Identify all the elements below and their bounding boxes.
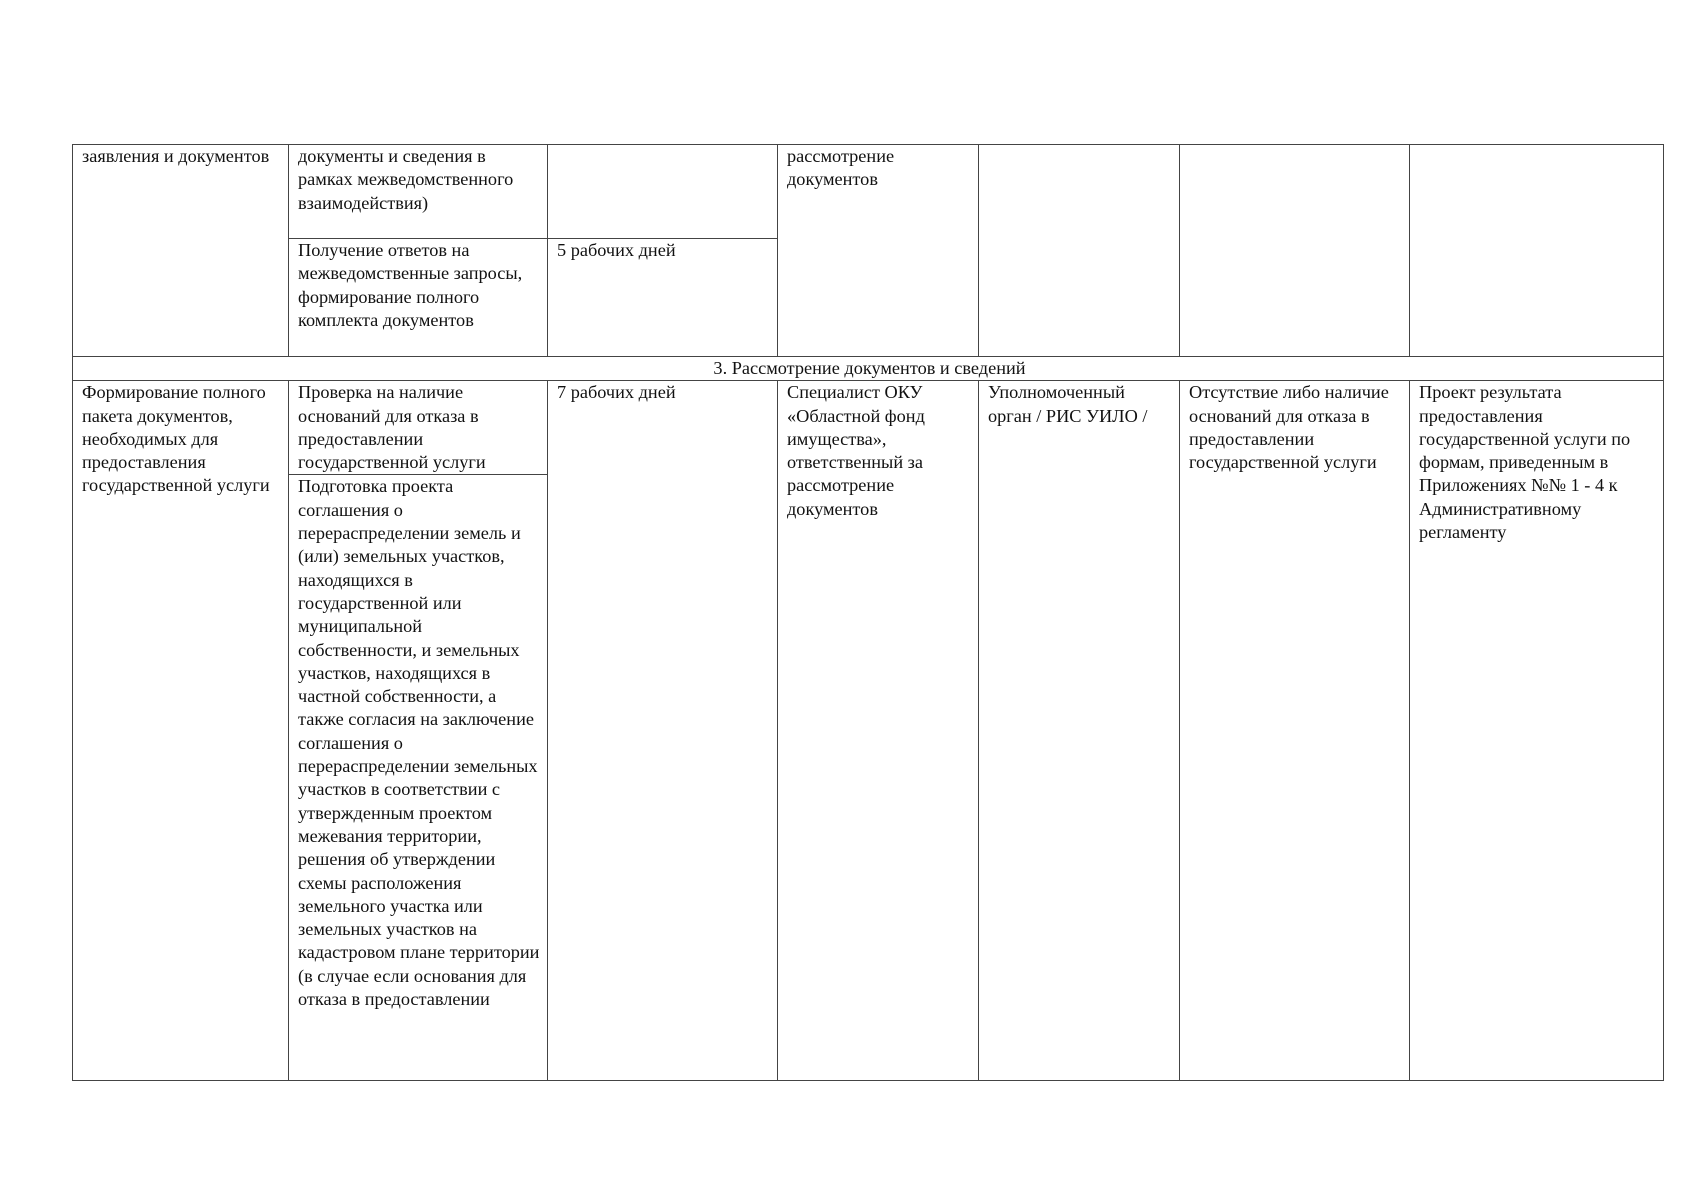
term-cell: 5 рабочих дней [548,239,778,357]
responsible-cell: Специалист ОКУ «Областной фонд имущества», ответственный за рассмотрение документов [778,381,979,1081]
table-row [73,145,1664,239]
action-cell: документы и сведения в рамках межведомственного взаимодействия) [289,145,548,239]
action-cell: Получение ответов на межведомственные запросы, формирование полного комплекта документов [289,239,548,357]
section-title: 3. Рассмотрение документов и сведений [73,357,1664,381]
responsible-cell: рассмотрение документов [778,145,979,357]
table-row [73,381,1664,475]
stage-cell: заявления и документов [73,145,289,357]
result-cell [1410,145,1664,357]
stage-cell: Формирование полного пакета документов, необходимых для предоставления государственной услуги [73,381,289,1081]
procedure-table [72,144,1664,1081]
action-cell: Подготовка проекта соглашения о перераспределении земель и (или) земельных участков, находящихся в государственной или муниципальной собственности, и земельных участков, находящихся в частной собственности, а также согласия на заключение соглашения о перераспределении земельных участков в соответствии с утвержденным проектом межевания территории, решения об утверждении схемы расположения земельного участка или земельных участков на кадастровом плане территории (в случае если основания для отказа в предоставлении [289,475,548,1081]
criteria-cell: Отсутствие либо наличие оснований для отказа в предоставлении государственной услуги [1180,381,1410,1081]
result-cell: Проект результата предоставления государственной услуги по формам, приведенным в Приложениях №№ 1 - 4 к Административному регламенту [1410,381,1664,1081]
term-cell [548,145,778,239]
term-cell: 7 рабочих дней [548,381,778,1081]
section-row [73,357,1664,381]
action-cell: Проверка на наличие оснований для отказа в предоставлении государственной услуги [289,381,548,475]
criteria-cell [1180,145,1410,357]
place-cell [979,145,1180,357]
place-cell: Уполномоченный орган / РИС УИЛО / [979,381,1180,1081]
